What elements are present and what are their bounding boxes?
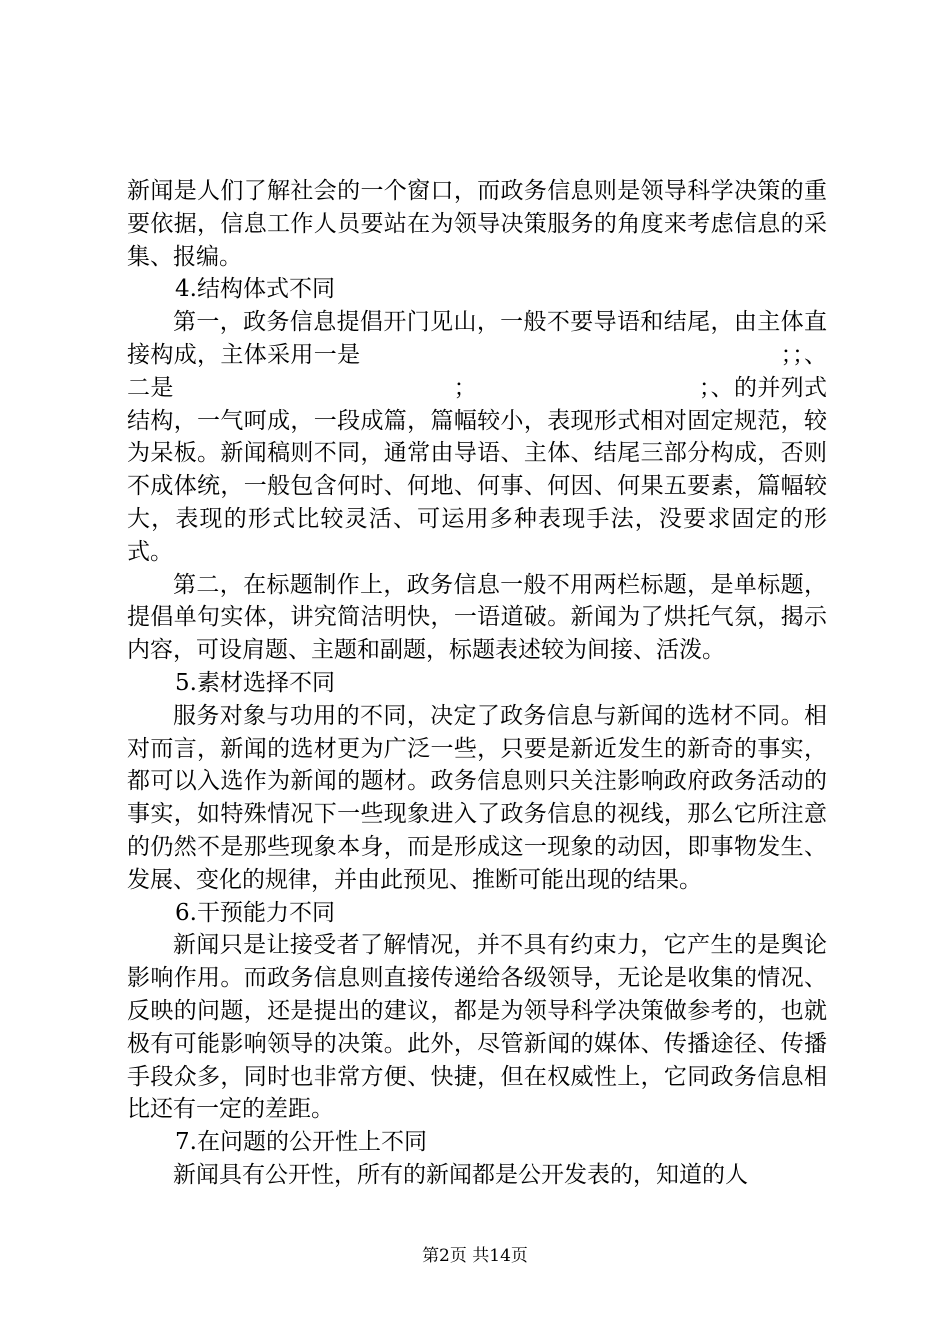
page-footer: 第2页 共14页 bbox=[422, 1246, 528, 1266]
body-paragraph: 新闻是人们了解社会的一个窗口，而政务信息则是领导科学决策的重要依据，信息工作人员要站在为领导决策服务的角度来考虑信息的采集、报编。 bbox=[127, 178, 827, 270]
body-paragraph: 第一，政务信息提倡开门见山，一般不要导语和结尾，由主体直接构成，主体采用一是 ；；、二是 ； ；、的并列式结构，一气呵成，一段成篇，篇幅较小，表现形式相对固定规范，较为呆板。新闻稿则不同，通常由导语、主体、结尾三部分构成，否则不成体统，一般包含何时、何地、何事、何因、何果五要素，篇幅较大，表现的形式比较灵活、可运用多种表现手法，没要求固定的形式。 bbox=[127, 309, 827, 565]
body-paragraph: 新闻只是让接受者了解情况，并不具有约束力，它产生的是舆论影响作用。而政务信息则直接传递给各级领导，无论是收集的情况、反映的问题，还是提出的建议，都是为领导科学决策做参考的，也就极有可能影响领导的决策。此外，尽管新闻的媒体、传播途径、传播手段众多，同时也非常方便、快捷，但在权威性上，它同政务信息相比还有一定的差距。 bbox=[127, 932, 827, 1123]
section-heading: 5.素材选择不同 bbox=[175, 669, 335, 696]
body-paragraph: 服务对象与功用的不同，决定了政务信息与新闻的选材不同。相对而言，新闻的选材更为广泛一些，只要是新近发生的新奇的事实，都可以入选作为新闻的题材。政务信息则只关注影响政府政务活动的事实，如特殊情况下一些现象进入了政务信息的视线，那么它所注意的仍然不是那些现象本身，而是形成这一现象的动因，即事物发生、发展、变化的规律，并由此预见、推断可能出现的结果。 bbox=[127, 702, 827, 893]
section-heading: 4.结构体式不同 bbox=[175, 276, 335, 303]
document-body bbox=[127, 175, 827, 1192]
body-paragraph: 新闻具有公开性，所有的新闻都是公开发表的，知道的人 bbox=[173, 1161, 748, 1188]
section-heading: 6.干预能力不同 bbox=[175, 899, 335, 926]
section-heading: 7.在问题的公开性上不同 bbox=[175, 1129, 427, 1156]
body-paragraph: 第二，在标题制作上，政务信息一般不用两栏标题，是单标题，提倡单句实体，讲究简洁明快，一语道破。新闻为了烘托气氛，揭示内容，可设肩题、主题和副题，标题表述较为间接、活泼。 bbox=[127, 571, 827, 664]
